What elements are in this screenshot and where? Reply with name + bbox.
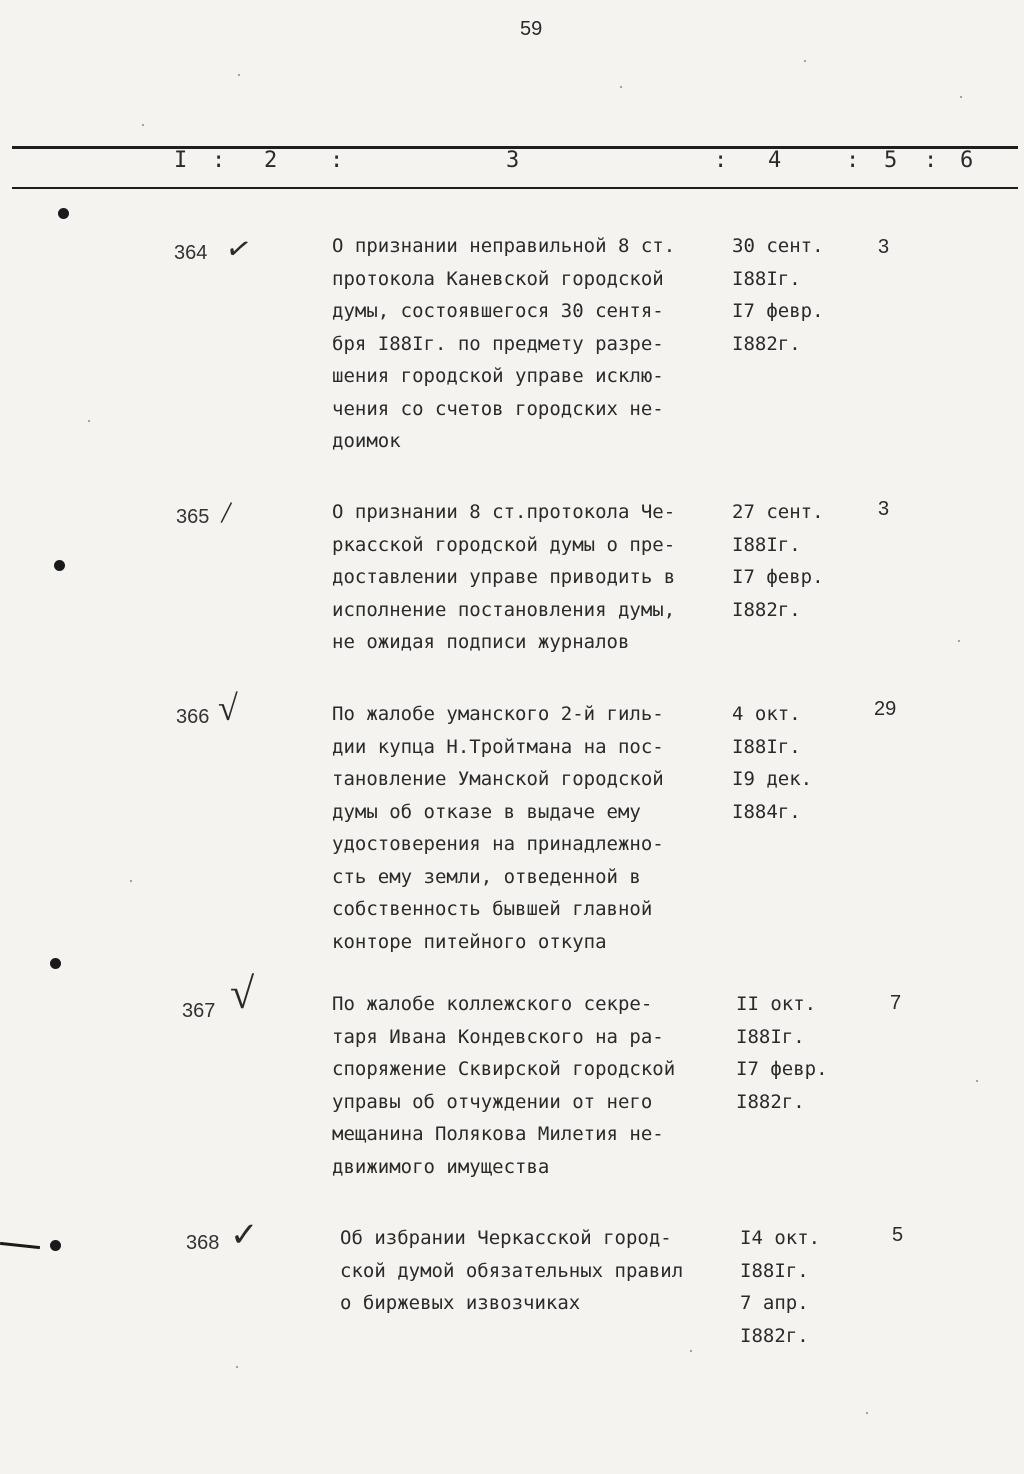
description-line: движимого имущества xyxy=(332,1155,550,1178)
record-description xyxy=(332,698,664,958)
description-line: удостоверения на принадлежно- xyxy=(332,833,664,855)
record-number: 365 xyxy=(176,506,210,528)
date-line: I882г. xyxy=(736,1090,805,1113)
header-separator: : xyxy=(212,148,226,173)
description-line: чения со счетов городских не- xyxy=(332,397,664,420)
description-line: исполнение постановления думы, xyxy=(332,598,676,621)
record-description xyxy=(332,988,675,1183)
paper-speck xyxy=(238,74,240,76)
date-line: I4 окт. xyxy=(740,1227,821,1249)
record-dates xyxy=(740,1222,820,1352)
date-line: I88Iг. xyxy=(732,267,801,290)
description-line: ской думой обязательных правил xyxy=(340,1259,684,1282)
date-line: II окт. xyxy=(736,993,817,1015)
paper-speck xyxy=(130,880,132,882)
header-separator: : xyxy=(924,148,938,173)
description-line: шения городской управе исклю- xyxy=(332,365,664,387)
record-number: 367 xyxy=(182,1000,216,1022)
sheet-count: 3 xyxy=(878,498,890,520)
record-description xyxy=(332,496,675,659)
date-line: 7 апр. xyxy=(740,1292,809,1314)
description-line: О признании 8 ст.протокола Че- xyxy=(332,501,676,523)
paper-speck xyxy=(804,60,806,62)
date-line: I88Iг. xyxy=(732,533,801,556)
sheet-count: 7 xyxy=(890,992,902,1014)
description-line: конторе питейного откупа xyxy=(332,930,607,953)
description-line: думы об отказе в выдаче ему xyxy=(332,800,641,823)
sheet-count: 3 xyxy=(878,236,890,258)
record-dates xyxy=(732,230,824,360)
description-line: доимок xyxy=(332,430,401,452)
paper-speck xyxy=(976,1080,978,1082)
description-line: бря I88Iг. по предмету разре- xyxy=(332,332,664,355)
description-line: Об избрании Черкасской город- xyxy=(340,1227,672,1249)
date-line: 30 сент. xyxy=(732,235,824,257)
date-line: 4 окт. xyxy=(732,703,801,725)
date-line: I88Iг. xyxy=(736,1025,805,1048)
paper-speck xyxy=(958,640,960,642)
sheet-count: 29 xyxy=(874,698,897,720)
date-line: I88Iг. xyxy=(732,735,801,758)
record-dates xyxy=(736,988,828,1118)
punch-hole xyxy=(50,958,61,969)
page-number: 59 xyxy=(520,18,543,40)
punch-hole xyxy=(54,560,65,571)
sheet-count: 5 xyxy=(892,1224,904,1246)
header-col-6: 6 xyxy=(960,148,974,173)
header-separator: : xyxy=(846,148,860,173)
header-col-5: 5 xyxy=(884,148,898,173)
binding-mark xyxy=(0,1242,40,1249)
header-separator: : xyxy=(330,148,344,173)
paper-speck xyxy=(960,96,962,98)
description-line: не ожидая подписи журналов xyxy=(332,631,630,653)
header-col-2: 2 xyxy=(264,148,278,173)
record-number: 366 xyxy=(176,706,210,728)
check-mark-icon: ✓ xyxy=(222,230,255,269)
description-line: споряжение Сквирской городской xyxy=(332,1058,676,1080)
paper-speck xyxy=(866,1412,868,1414)
check-mark-icon: √ xyxy=(230,969,255,1018)
description-line: доставлении управе приводить в xyxy=(332,566,676,588)
date-line: I882г. xyxy=(732,332,801,355)
paper-speck xyxy=(142,124,144,126)
description-line: мещанина Полякова Милетия не- xyxy=(332,1123,664,1145)
description-line: По жалобе коллежского секре- xyxy=(332,993,653,1015)
date-line: I884г. xyxy=(732,800,801,823)
header-separator: : xyxy=(714,148,728,173)
description-line: управы об отчуждении от него xyxy=(332,1090,653,1113)
date-line: I7 февр. xyxy=(732,300,824,322)
paper-speck xyxy=(620,86,622,88)
punch-hole xyxy=(50,1240,61,1251)
description-line: дии купца Н.Тройтмана на пос- xyxy=(332,735,664,758)
record-dates xyxy=(732,496,824,626)
description-line: таря Ивана Кондевского на ра- xyxy=(332,1025,664,1048)
header-col-3: 3 xyxy=(506,148,520,173)
description-line: ркасской городской думы о пре- xyxy=(332,533,676,556)
date-line: 27 сент. xyxy=(732,501,824,523)
paper-speck xyxy=(690,1350,692,1352)
check-mark-icon: ✓ xyxy=(230,1217,259,1254)
date-line: I7 февр. xyxy=(736,1058,828,1080)
record-number: 368 xyxy=(186,1232,220,1254)
description-line: По жалобе уманского 2-й гиль- xyxy=(332,703,664,725)
record-number: 364 xyxy=(174,242,208,264)
description-line: О признании неправильной 8 ст. xyxy=(332,235,676,257)
date-line: I9 дек. xyxy=(732,768,813,790)
paper-speck xyxy=(236,1366,238,1368)
description-line: тановление Уманской городской xyxy=(332,768,664,790)
date-line: I7 февр. xyxy=(732,566,824,588)
record-description xyxy=(340,1222,683,1320)
header-col-1: I xyxy=(174,148,188,173)
date-line: I882г. xyxy=(732,598,801,621)
date-line: I88Iг. xyxy=(740,1259,809,1282)
description-line: сть ему земли, отведенной в xyxy=(332,865,641,888)
description-line: собственность бывшей главной xyxy=(332,898,653,920)
record-dates xyxy=(732,698,812,828)
punch-hole xyxy=(58,208,69,219)
description-line: о биржевых извозчиках xyxy=(340,1292,581,1314)
check-mark-icon: / xyxy=(219,493,234,531)
date-line: I882г. xyxy=(740,1324,809,1347)
description-line: думы, состоявшегося 30 сентя- xyxy=(332,300,664,322)
paper-speck xyxy=(88,420,90,422)
record-description xyxy=(332,230,675,458)
header-col-4: 4 xyxy=(768,148,782,173)
check-mark-icon: √ xyxy=(218,688,238,728)
header-bottom-rule xyxy=(12,187,1018,189)
description-line: протокола Каневской городской xyxy=(332,267,664,290)
